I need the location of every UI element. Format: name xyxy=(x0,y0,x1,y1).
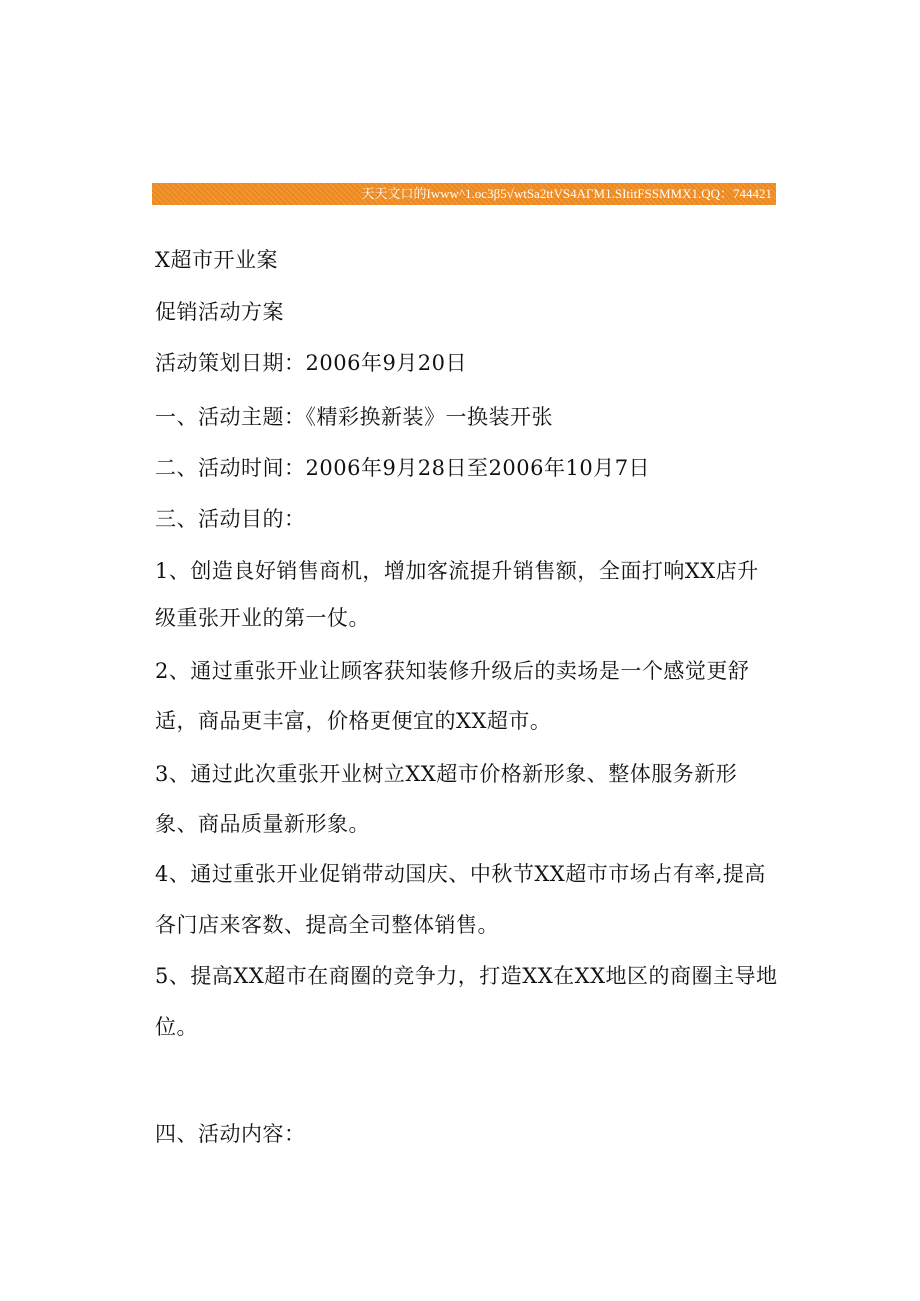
document-title: X超市开业案 xyxy=(155,248,278,272)
planning-date: 活动策划日期：2006年9月20日 xyxy=(155,351,468,375)
section-theme: 一、活动主题：《精彩换新装》一换装开张 xyxy=(155,405,553,429)
purpose-item-2-line-2: 适，商品更丰富，价格更便宜的XX超市。 xyxy=(155,709,552,733)
header-banner xyxy=(152,183,776,205)
section-purpose-heading: 三、活动目的： xyxy=(155,507,306,531)
purpose-item-4-line-1: 4、通过重张开业促销带动国庆、中秋节XX超市市场占有率,提高 xyxy=(155,862,766,886)
section-content-heading: 四、活动内容： xyxy=(155,1122,306,1146)
purpose-item-1-line-2: 级重张开业的第一仗。 xyxy=(155,606,370,630)
purpose-item-4-line-2: 各门店来客数、提高全司整体销售。 xyxy=(155,913,499,937)
document-subtitle: 促销活动方案 xyxy=(155,300,284,324)
purpose-item-1-line-1: 1、创造良好销售商机，增加客流提升销售额，全面打响XX店升 xyxy=(155,559,759,583)
purpose-item-3-line-1: 3、通过此次重张开业树立XX超市价格新形象、整体服务新形 xyxy=(155,762,738,786)
purpose-item-5-line-2: 位。 xyxy=(155,1015,198,1039)
section-time: 二、活动时间：2006年9月28日至2006年10月7日 xyxy=(155,456,651,480)
purpose-item-5-line-1: 5、提高XX超市在商圈的竞争力，打造XX在XX地区的商圈主导地 xyxy=(155,964,778,988)
header-banner-text: 天天文口的Iwww^1.oc3β5√wtSa2ttVS4AΓM1.SItitFSSMMX1.QQ：744421 xyxy=(361,186,772,201)
purpose-item-2-line-1: 2、通过重张开业让顾客获知装修升级后的卖场是一个感觉更舒 xyxy=(155,659,750,683)
purpose-item-3-line-2: 象、商品质量新形象。 xyxy=(155,812,370,836)
